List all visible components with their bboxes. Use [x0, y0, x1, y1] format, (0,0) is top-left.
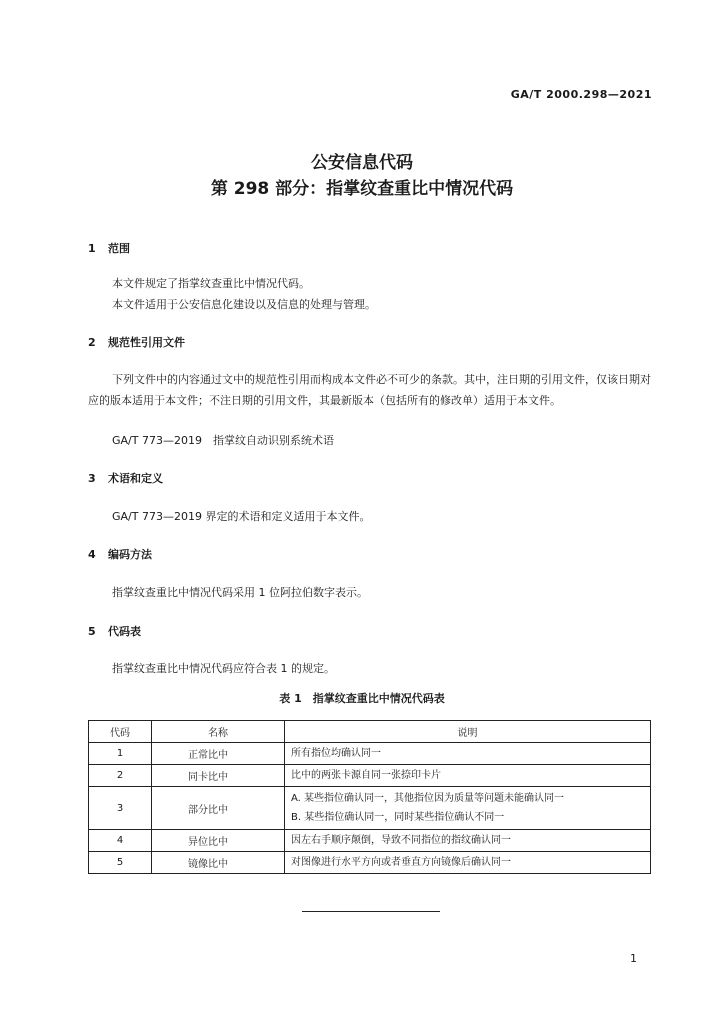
cell-description: 比中的两张卡源自同一张捺印卡片: [285, 765, 651, 787]
header-name: 名称: [152, 721, 285, 743]
scope-paragraph-1: 本文件规定了指掌纹查重比中情况代码。: [112, 277, 310, 290]
section-title: 范围: [108, 242, 130, 255]
table-row: [89, 852, 651, 874]
cell-name: 镜像比中: [152, 852, 285, 874]
section-number: 3: [88, 472, 96, 485]
cell-name: 部分比中: [152, 787, 285, 830]
end-rule: [302, 911, 440, 912]
table-row: [89, 787, 651, 830]
document-title: 公安信息代码: [311, 153, 413, 173]
description-line-a: A. 某些指位确认同一，其他指位因为质量等问题未能确认同一: [291, 793, 565, 804]
section-title: 代码表: [108, 625, 141, 638]
section-heading-terms: [88, 470, 163, 486]
cell-name: 同卡比中: [152, 765, 285, 787]
section-heading-code-table: [88, 623, 141, 639]
reference-item: GA/T 773—2019 指掌纹自动识别系统术语: [112, 434, 334, 447]
table-caption: 表 1 指掌纹查重比中情况代码表: [279, 692, 445, 705]
cell-description: 因左右手顺序颠倒，导致不同指位的指纹确认同一: [285, 830, 651, 852]
table-header-row: [89, 721, 651, 743]
references-paragraph: 下列文件中的内容通过文中的规范性引用而构成本文件必不可少的条款。其中，注日期的引用文件，仅该日期对应的版本适用于本文件；不注日期的引用文件，其最新版本（包括所有的修改单）适用于本文件。: [88, 373, 651, 407]
header-description: 说明: [285, 721, 651, 743]
cell-code: 1: [89, 743, 152, 765]
standard-code: GA/T 2000.298—2021: [510, 88, 652, 101]
description-line-b: B. 某些指位确认同一，同时某些指位确认不同一: [291, 812, 505, 823]
section-number: 2: [88, 336, 96, 349]
section-number: 5: [88, 625, 96, 638]
section-number: 4: [88, 548, 96, 561]
section-heading-scope: [88, 240, 130, 256]
scope-paragraph-2: 本文件适用于公安信息化建设以及信息的处理与管理。: [112, 298, 376, 311]
section-title: 术语和定义: [108, 472, 163, 485]
terms-paragraph: GA/T 773—2019 界定的术语和定义适用于本文件。: [112, 510, 371, 523]
header-code: 代码: [89, 721, 152, 743]
document-subtitle: 第 298 部分：指掌纹查重比中情况代码: [210, 179, 514, 199]
page-number: 1: [630, 952, 637, 965]
table-row: [89, 765, 651, 787]
section-title: 规范性引用文件: [108, 336, 185, 349]
table-row: [89, 830, 651, 852]
coding-method-paragraph: 指掌纹查重比中情况代码采用 1 位阿拉伯数字表示。: [112, 586, 368, 599]
section-heading-coding-method: [88, 546, 152, 562]
cell-code: 5: [89, 852, 152, 874]
cell-description: 对图像进行水平方向或者垂直方向镜像后确认同一: [285, 852, 651, 874]
cell-code: 3: [89, 787, 152, 830]
code-table: [88, 720, 651, 874]
cell-description: [285, 787, 651, 830]
cell-code: 4: [89, 830, 152, 852]
section-number: 1: [88, 242, 96, 255]
section-title: 编码方法: [108, 548, 152, 561]
table-row: [89, 743, 651, 765]
cell-name: 异位比中: [152, 830, 285, 852]
section-heading-normative-references: [88, 334, 185, 350]
cell-name: 正常比中: [152, 743, 285, 765]
cell-description: 所有指位均确认同一: [285, 743, 651, 765]
code-table-paragraph: 指掌纹查重比中情况代码应符合表 1 的规定。: [112, 662, 335, 675]
cell-code: 2: [89, 765, 152, 787]
